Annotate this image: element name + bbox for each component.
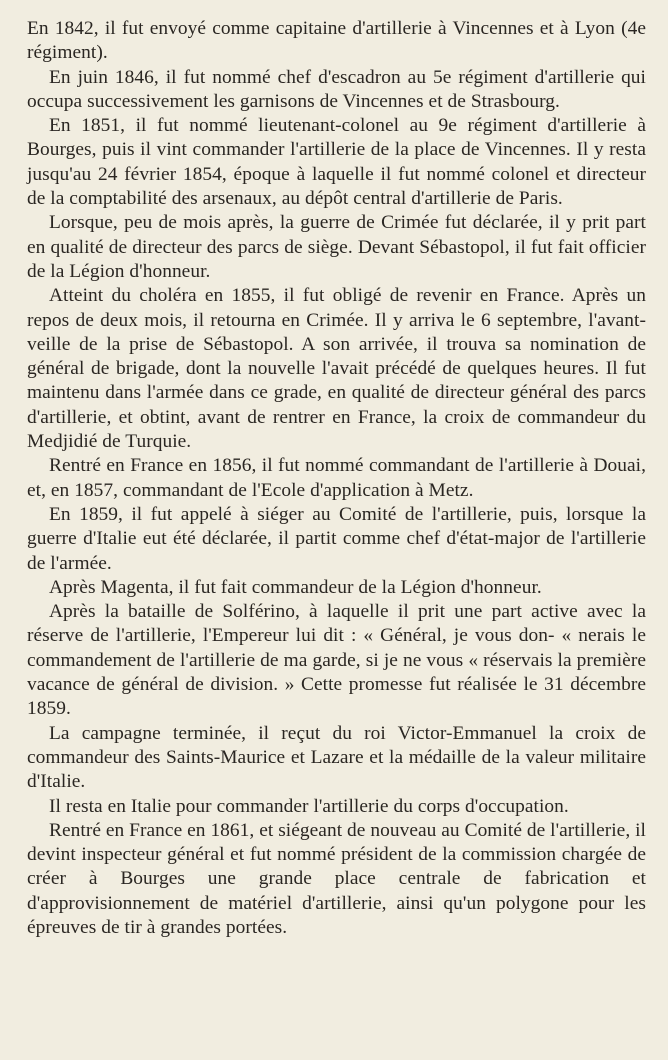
paragraph: Rentré en France en 1861, et siégeant de nouveau au Comité de l'artillerie, il devint inspecteur général et fut nommé président de la commission chargée de créer à Bourges une grande place centrale de fabrication et d'approvisionnement de matériel d'artillerie, ainsi qu'un polygone pour les épreuves de tir à grandes portées. [27,819,646,938]
paragraph: Il resta en Italie pour commander l'artillerie du corps d'occupation. [49,795,569,817]
paragraph: En 1851, il fut nommé lieutenant-colonel au 9e régiment d'artillerie à Bourges, puis il vint commander l'artillerie de la place de Vincennes. Il y resta jusqu'au 24 février 1854, époque à laquelle il fut nommé colonel et directeur de la comptabilité des arsenaux, au dépôt central d'artillerie de Paris. [27,115,646,210]
paragraph: En 1842, il fut envoyé comme capitaine d'artillerie à Vincennes et à Lyon (4e régiment). [27,18,646,64]
paragraph: Lorsque, peu de mois après, la guerre de Crimée fut déclarée, il y prit part en qualité de directeur des parcs de siège. Devant Sébastopol, il fut fait officier de la Légion d'honneur. [27,212,646,282]
paragraph: La campagne terminée, il reçut du roi Victor-Emmanuel la croix de commandeur des Saints-Maurice et Lazare et la médaille de la valeur militaire d'Italie. [27,722,646,793]
paragraph: Après la bataille de Solférino, à laquelle il prit une part active avec la réserve de l'artillerie, l'Empereur lui dit : « Général, je vous don- « nerais le commandement de l'artillerie de ma garde, si je ne vous « réservais la première vacance de général de division. » Cette promesse fut réalisée le 31 décembre 1859. [27,601,646,720]
paragraph: En 1859, il fut appelé à siéger au Comité de l'artillerie, puis, lorsque la guerre d'Italie eut été déclarée, il partit comme chef d'état-major de l'artillerie de l'armée. [27,503,646,574]
paragraph: En juin 1846, il fut nommé chef d'escadron au 5e régiment d'artillerie qui occupa successivement les garnisons de Vincennes et de Strasbourg. [27,66,646,112]
paragraph: Rentré en France en 1856, il fut nommé commandant de l'artillerie à Douai, et, en 1857, commandant de l'Ecole d'application à Metz. [27,455,646,501]
paragraph: Atteint du choléra en 1855, il fut obligé de revenir en France. Après un repos de deux mois, il retourna en Crimée. Il y arriva le 6 septembre, l'avant-veille de la prise de Sébastopol. A son arrivée, il trouva sa nomination de général de brigade, dont la nouvelle l'avait précédé de quelques heures. Il fut maintenu dans l'armée dans ce grade, en qualité de directeur général des parcs d'artillerie, et obtint, avant de rentrer en France, la croix de commandeur du Medjidié de Turquie. [27,285,646,453]
paragraph: Après Magenta, il fut fait commandeur de la Légion d'honneur. [49,576,542,598]
